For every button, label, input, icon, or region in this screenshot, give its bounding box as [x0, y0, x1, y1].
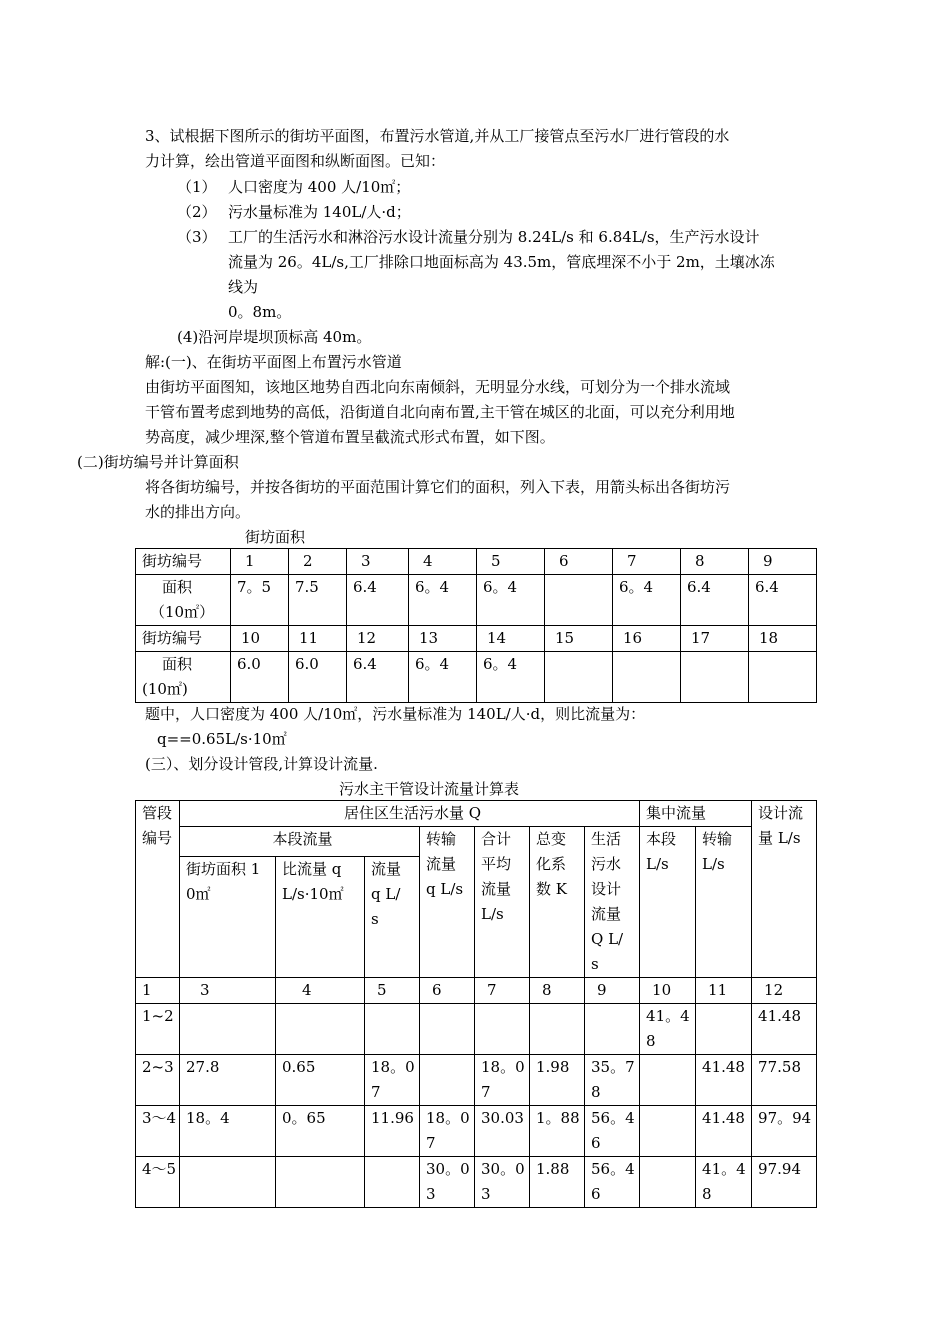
table-1-cell: 6.0: [289, 652, 347, 703]
table-1-cell: 10: [231, 626, 289, 652]
header-specific-flow: 比流量 q L/s·10㎡: [276, 857, 365, 978]
table-2-column-number-row: [136, 978, 817, 1004]
table-1-cell: 14: [477, 626, 545, 652]
header-concentrated-transfer: 转输 L/s: [696, 827, 752, 978]
segment-cell: 1~2: [136, 1004, 180, 1055]
table-row: [136, 1004, 817, 1055]
table-1-cell: 6。4: [477, 575, 545, 626]
column-number: 4: [276, 978, 365, 1004]
table-1-caption: 街坊面积: [245, 528, 306, 546]
table-2-cell: 97.94: [752, 1157, 817, 1208]
header-variation-coefficient: 总变化系数 K: [530, 827, 585, 978]
step-2-paragraph-line-2: 水的排出方向。: [145, 503, 251, 521]
column-number: 12: [752, 978, 817, 1004]
table-2-cell: [640, 1157, 696, 1208]
step-1-paragraph-line-2: 干管布置考虑到地势的高低，沿街道自北向南布置,主干管在城区的北面，可以充分利用地: [145, 403, 735, 421]
table-1-cell: 6.4: [347, 575, 409, 626]
table-1-row-4: [136, 652, 817, 703]
column-number: 9: [585, 978, 640, 1004]
table-row: [136, 1106, 817, 1157]
table-1-row-1: [136, 549, 817, 575]
table-1-row-3: [136, 626, 817, 652]
item-2-text: 污水量标准为 140L/人·d；: [228, 203, 411, 221]
table-1-row-3-label: 街坊编号: [136, 626, 231, 652]
area-label-a: 面积: [162, 655, 193, 673]
table-1-cell: 6.0: [231, 652, 289, 703]
specific-flow-text: 题中，人口密度为 400 人/10㎡，污水量标准为 140L/人·d，则比流量为：: [145, 705, 646, 723]
table-1-cell: 13: [409, 626, 477, 652]
table-2-cell: 0.65: [276, 1055, 365, 1106]
step-1-paragraph-line-3: 势高度，减少埋深,整个管道布置呈截流式形式布置，如下图。: [145, 428, 555, 446]
table-row: [136, 1055, 817, 1106]
table-1-cell: 16: [613, 626, 681, 652]
table-1-cell: 6。4: [409, 575, 477, 626]
item-3-line-2: 流量为 26。4L/s,工厂排除口地面标高为 43.5m，管底埋深不小于 2m，土壤冰冻: [228, 253, 775, 271]
table-2-cell: 30。03: [420, 1157, 475, 1208]
table-2-cell: [640, 1055, 696, 1106]
table-1-cell: 6。4: [409, 652, 477, 703]
item-1-num: （1）: [177, 178, 217, 196]
table-2-cell: 0。65: [276, 1106, 365, 1157]
table-1-cell: [545, 652, 613, 703]
table-1-cell: 1: [231, 549, 289, 575]
header-design-flow: 设计流量 L/s: [752, 801, 817, 978]
table-2-cell: 41.48: [696, 1106, 752, 1157]
step-1-title: 解:(一)、在街坊平面图上布置污水管道: [145, 353, 402, 371]
table-1-cell: 8: [681, 549, 749, 575]
step-1-paragraph-line-1: 由街坊平面图知，该地区地势自西北向东南倾斜，无明显分水线，可划分为一个排水流域: [145, 378, 731, 396]
table-1-cell: 3: [347, 549, 409, 575]
area-label-b: （10㎡）: [150, 603, 215, 621]
item-3-line-3: 线为: [228, 278, 259, 296]
table-1-cell: 7.5: [289, 575, 347, 626]
header-average-flow: 合计平均流量 L/s: [475, 827, 530, 978]
table-2-cell: 27.8: [180, 1055, 276, 1106]
column-number: 3: [180, 978, 276, 1004]
table-1-cell: [681, 652, 749, 703]
table-2-cell: [696, 1004, 752, 1055]
table-2-cell: 56。46: [585, 1106, 640, 1157]
table-1-cell: 6。4: [477, 652, 545, 703]
table-2-cell: 1。88: [530, 1106, 585, 1157]
header-residential-flow: 居住区生活污水量 Q: [180, 801, 640, 827]
table-1-cell: 7: [613, 549, 681, 575]
table-1-cell: 2: [289, 549, 347, 575]
header-local-flow: 本段流量: [180, 827, 420, 857]
table-2-cell: 41.48: [752, 1004, 817, 1055]
table-2-cell: [276, 1157, 365, 1208]
column-number: 5: [365, 978, 420, 1004]
table-1-row-1-label: 街坊编号: [136, 549, 231, 575]
specific-flow-formula: q==0.65L/s·10㎡: [157, 730, 287, 748]
table-2-cell: [180, 1157, 276, 1208]
table-2-cell: [420, 1055, 475, 1106]
table-1-cell: 12: [347, 626, 409, 652]
item-2-num: （2）: [177, 203, 217, 221]
table-1-cell: 6.4: [347, 652, 409, 703]
table-2-cell: 18。07: [365, 1055, 420, 1106]
table-2-cell: 18。07: [420, 1106, 475, 1157]
table-2-cell: [180, 1004, 276, 1055]
table-2-cell: [640, 1106, 696, 1157]
table-1-cell: 5: [477, 549, 545, 575]
table-2-cell: 77.58: [752, 1055, 817, 1106]
item-3-line-4: 0。8m。: [228, 303, 292, 321]
header-concentrated-flow: 集中流量: [640, 801, 752, 827]
area-label-a: 面积: [162, 578, 193, 596]
table-2-caption: 污水主干管设计流量计算表: [339, 780, 520, 798]
table-2-cell: 41.48: [696, 1055, 752, 1106]
item-4: (4)沿河岸堤坝顶标高 40m。: [177, 328, 372, 346]
table-2-cell: 30.03: [475, 1106, 530, 1157]
table-2-cell: 35。78: [585, 1055, 640, 1106]
area-label-b: (10㎡): [142, 680, 188, 698]
column-number: 6: [420, 978, 475, 1004]
segment-cell: 4～5: [136, 1157, 180, 1208]
table-1-cell: 9: [749, 549, 817, 575]
item-1-text: 人口密度为 400 人/10㎡；: [228, 178, 411, 196]
step-2-paragraph-line-1: 将各街坊编号，并按各街坊的平面范围计算它们的面积，列入下表，用箭头标出各街坊污: [145, 478, 731, 496]
table-2-cell: [530, 1004, 585, 1055]
item-3-num: （3）: [177, 228, 217, 246]
step-2-title: (二)街坊编号并计算面积: [77, 453, 239, 471]
table-2-cell: [420, 1004, 475, 1055]
table-1-row-4-label: [136, 652, 231, 703]
table-2-cell: 1.98: [530, 1055, 585, 1106]
header-segment-number: 管段编号: [136, 801, 180, 978]
header-concentrated-local: 本段 L/s: [640, 827, 696, 978]
table-1-cell: 17: [681, 626, 749, 652]
table-2-cell: [276, 1004, 365, 1055]
table-2-cell: [365, 1157, 420, 1208]
table-1-cell: 6.4: [749, 575, 817, 626]
header-transfer-flow: 转输流量 q L/s: [420, 827, 475, 978]
table-1-row-2-label: [136, 575, 231, 626]
table-2-cell: [365, 1004, 420, 1055]
design-flow-table: [135, 800, 817, 1208]
table-2-cell: 41。48: [696, 1157, 752, 1208]
problem-line-2: 力计算，绘出管道平面图和纵断面图。已知：: [145, 152, 446, 170]
problem-line-1: 3、试根据下图所示的街坊平面图，布置污水管道,并从工厂接管点至污水厂进行管段的水: [145, 127, 730, 145]
table-1-cell: 4: [409, 549, 477, 575]
table-2-cell: [585, 1004, 640, 1055]
table-1-row-2: [136, 575, 817, 626]
table-1-cell: 18: [749, 626, 817, 652]
table-1-cell: 6.4: [681, 575, 749, 626]
column-number: 8: [530, 978, 585, 1004]
table-2-cell: [475, 1004, 530, 1055]
table-2-cell: 97。94: [752, 1106, 817, 1157]
block-area-table: [135, 548, 817, 703]
table-2-cell: 30。03: [475, 1157, 530, 1208]
table-2-cell: 18。07: [475, 1055, 530, 1106]
header-block-area: 街坊面积 10㎡: [180, 857, 276, 978]
table-row: [136, 1157, 817, 1208]
segment-cell: 2~3: [136, 1055, 180, 1106]
table-1-cell: 11: [289, 626, 347, 652]
table-1-cell: [749, 652, 817, 703]
table-2-header-row-1: [136, 801, 817, 827]
table-2-cell: 56。46: [585, 1157, 640, 1208]
column-number: 7: [475, 978, 530, 1004]
table-2-header-row-2: [136, 827, 817, 857]
item-3-text: 工厂的生活污水和淋浴污水设计流量分别为 8.24L/s 和 6.84L/s，生产污水设计: [228, 228, 760, 246]
header-flow: 流量 q L/s: [365, 857, 420, 978]
column-number: 10: [640, 978, 696, 1004]
table-2-cell: 11.96: [365, 1106, 420, 1157]
table-2-cell: 1.88: [530, 1157, 585, 1208]
table-2-cell: 41。48: [640, 1004, 696, 1055]
column-number: 11: [696, 978, 752, 1004]
header-domestic-design-flow: 生活污水设计流量 Q L/s: [585, 827, 640, 978]
table-1-cell: [613, 652, 681, 703]
table-1-cell: 15: [545, 626, 613, 652]
table-1-cell: 6。4: [613, 575, 681, 626]
table-1-cell: 6: [545, 549, 613, 575]
segment-cell: 3～4: [136, 1106, 180, 1157]
table-1-cell: 7。5: [231, 575, 289, 626]
column-number: 1: [136, 978, 180, 1004]
step-3-title: (三）、划分设计管段,计算设计流量.: [145, 755, 378, 773]
table-2-cell: 18。4: [180, 1106, 276, 1157]
table-1-cell: [545, 575, 613, 626]
